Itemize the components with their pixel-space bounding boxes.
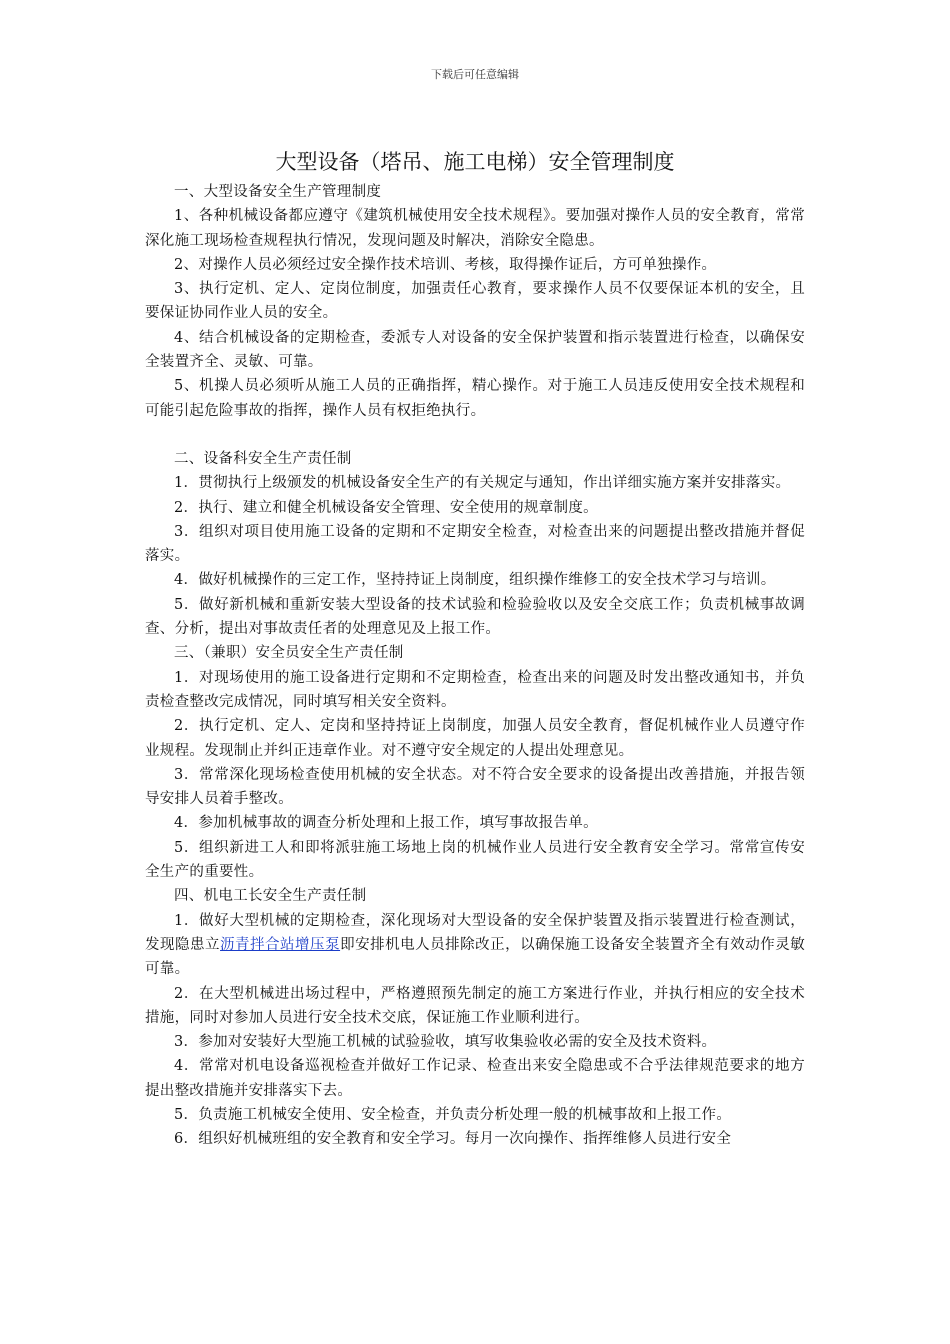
- section-2-item-4: 4．做好机械操作的三定工作，坚持持证上岗制度，组织操作维修工的安全技术学习与培训。: [174, 572, 776, 589]
- section-2-item-3: 3．组织对项目使用施工设备的定期和不定期安全检查，对检查出来的问题提出整改措施并督促落实。: [145, 523, 805, 565]
- section-3-item-3: 3．常常深化现场检查使用机械的安全状态。对不符合安全要求的设备提出改善措施，并报告领导安排人员着手整改。: [145, 766, 805, 808]
- section-4-item-5: 5．负责施工机械安全使用、安全检查，并负责分析处理一般的机械事故和上报工作。: [174, 1106, 732, 1123]
- section-4-item-2: 2．在大型机械进出场过程中，严格遵照预先制定的施工方案进行作业，并执行相应的安全技术措施，同时对参加人员进行安全技术交底，保证施工作业顺利进行。: [145, 985, 805, 1026]
- section-1-item-2: 2、对操作人员必须经过安全操作技术培训、考核，取得操作证后，方可单独操作。: [174, 256, 717, 273]
- blank-line: [145, 423, 805, 447]
- section-3-item-5: 5．组织新进工人和即将派驻施工场地上岗的机械作业人员进行安全教育安全学习。常常宣传安全生产的重要性。: [145, 839, 805, 881]
- section-3-item-4: 4．参加机械事故的调查分析处理和上报工作，填写事故报告单。: [174, 815, 598, 832]
- section-3-item-1: 1．对现场使用的施工设备进行定期和不定期检查，检查出来的问题及时发出整改通知书，并负责检查整改完成情况，同时填写相关安全资料。: [145, 669, 805, 710]
- section-4-item-1-start: 1．做好大型机械的定期检查，深化现场对大型设备的安全保护装置及指示装置进行检查测试，发现隐患立: [145, 912, 805, 953]
- document-body: [145, 146, 805, 1152]
- section-2-item-5: 5．做好新机械和重新安装大型设备的技术试验和检验验收以及安全交底工作；负责机械事故调查、分析，提出对事故责任者的处理意见及上报工作。: [145, 596, 805, 638]
- section-3-item-2: 2．执行定机、定人、定岗和坚持持证上岗制度，加强人员安全教育，督促机械作业人员遵守作业规程。发现制止并纠正违章作业。对不遵守安全规定的人提出处理意见。: [145, 718, 805, 759]
- section-2-item-1: 1．贯彻执行上级颁发的机械设备安全生产的有关规定与通知，作出详细实施方案并安排落实。: [174, 475, 791, 492]
- section-1-item-5: 5、机操人员必须听从施工人员的正确指挥，精心操作。对于施工人员违反使用安全技术规程和可能引起危险事故的指挥，操作人员有权拒绝执行。: [145, 378, 805, 419]
- section-1-item-4: 4、结合机械设备的定期检查，委派专人对设备的安全保护装置和指示装置进行检查，以确保安全装置齐全、灵敏、可靠。: [145, 329, 805, 371]
- document-title: 大型设备（塔吊、施工电梯）安全管理制度: [275, 150, 675, 174]
- section-heading-4: 四、机电工长安全生产责任制: [174, 888, 367, 905]
- section-heading-2: 二、设备科安全生产责任制: [174, 450, 352, 467]
- section-heading-1: 一、大型设备安全生产管理制度: [174, 184, 382, 200]
- section-1-item-3: 3、执行定机、定人、定岗位制度，加强责任心教育，要求操作人员不仅要保证本机的安全，且要保证协同作业人员的安全。: [145, 281, 805, 322]
- section-2-item-2: 2．执行、建立和健全机械设备安全管理、安全使用的规章制度。: [174, 499, 598, 516]
- header-note: 下载后可任意编辑: [431, 68, 519, 81]
- inline-link[interactable]: 沥青拌合站增压泵: [220, 936, 341, 953]
- section-1-item-1: 1、各种机械设备都应遵守《建筑机械使用安全技术规程》。要加强对操作人员的安全教育，常常深化施工现场检查规程执行情况，发现问题及时解决，消除安全隐患。: [145, 208, 805, 249]
- section-4-item-4: 4．常常对机电设备巡视检查并做好工作记录、检查出来安全隐患或不合乎法律规范要求的地方提出整改措施并安排落实下去。: [145, 1058, 805, 1099]
- section-4-item-6: 6．组织好机械班组的安全教育和安全学习。每月一次向操作、指挥维修人员进行安全: [174, 1131, 732, 1148]
- section-4-item-3: 3．参加对安装好大型施工机械的试验验收，填写收集验收必需的安全及技术资料。: [174, 1034, 717, 1051]
- section-4-item-1: [145, 909, 805, 982]
- section-heading-3: 三、（兼职）安全员安全生产责任制: [174, 645, 404, 662]
- section-4-item-1-end: 即安排机电人员排除改正，以确保施工设备安全装置齐全有效动作灵敏可靠。: [145, 936, 806, 978]
